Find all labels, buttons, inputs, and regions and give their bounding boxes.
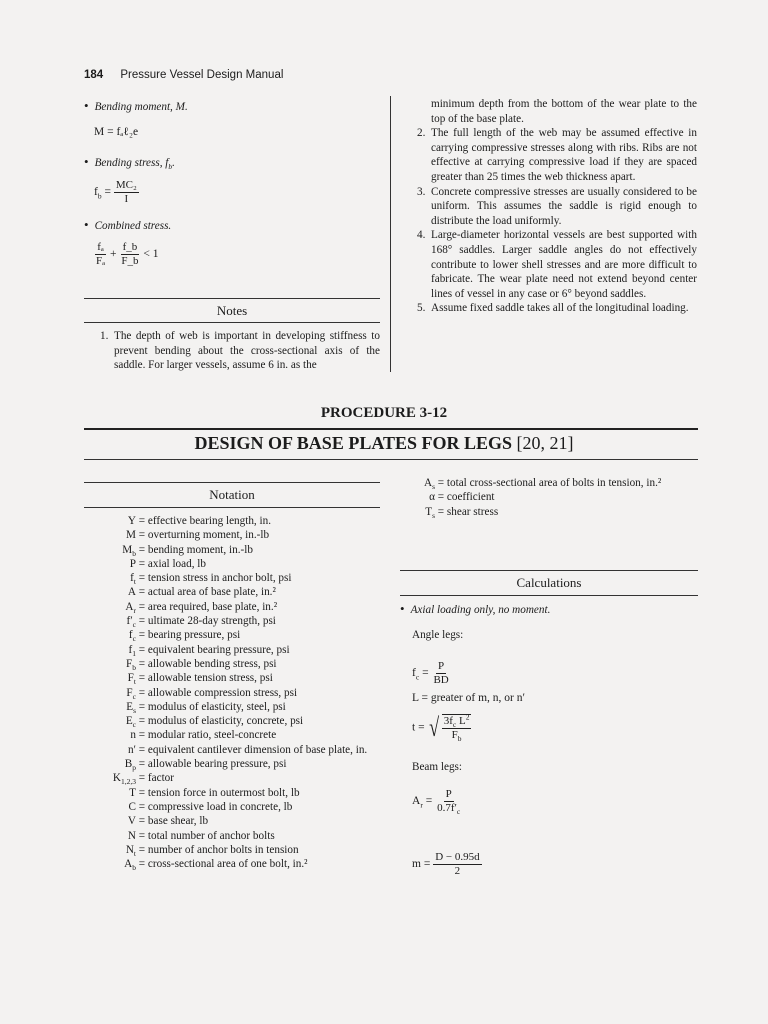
notation-symbol: $E_s$ (126, 700, 136, 716)
axial-loading-bullet: • Axial loading only, no moment. (400, 602, 698, 618)
notation-definition: total number of anchor bolts (147, 829, 275, 842)
notation-symbol: $A_r$ (125, 600, 136, 616)
note-item: 5. Assume fixed saddle takes all of the longitudinal loading. (417, 302, 689, 315)
notation-definition: equivalent cantilever dimension of base plate, in. (147, 743, 368, 756)
notation-symbol: $f_1$ (128, 643, 136, 658)
notation-definition: axial load, lb (147, 557, 207, 570)
notation-symbol: V (127, 815, 136, 828)
notation-entry: n′ = equivalent cantilever dimension of base plate, in. (84, 743, 384, 757)
notation-entry: M = overturning moment, in.-lb (84, 528, 384, 542)
notation-symbol: C (128, 800, 136, 813)
notation-entry: $f_1$ = equivalent bearing pressure, psi (84, 643, 384, 657)
notation-definition: allowable compression stress, psi (147, 686, 298, 699)
notation-entry: $E_s$ = modulus of elasticity, steel, psi (84, 700, 384, 714)
l-equation: L = greater of m, n, or n′ (412, 692, 525, 705)
notation-symbol: Y (127, 515, 136, 527)
calculations-block (400, 602, 698, 878)
notation-top-rule (84, 482, 380, 483)
notation-definition: modulus of elasticity, steel, psi (147, 700, 286, 713)
combined-stress-equation: $\frac{\text{fₐ}}{\text{Fₐ}}$ + $\frac{f\_b}{F\_b}$ < 1 (96, 241, 159, 268)
notation-symbol: $f'_c$ (126, 615, 136, 630)
notation-definition: modulus of elasticity, concrete, psi (147, 715, 304, 728)
page-number: 184 (84, 69, 104, 81)
notation-definition: cross-sectional area of one bolt, in.² (147, 858, 308, 871)
notation-symbol: $f_t$ (130, 572, 136, 587)
title-top-rule (84, 428, 698, 430)
notation-entry: $f_t$ = tension stress in anchor bolt, psi (84, 571, 384, 585)
notes-column-left (100, 329, 380, 373)
notes-bottom-rule (84, 322, 380, 323)
notation-heading: Notation (209, 487, 255, 502)
notation-symbol: $T_s$ (425, 505, 435, 520)
calculations-top-rule (400, 570, 698, 571)
notation-symbol: $F_b$ (126, 657, 136, 673)
notation-entry: $A_b$ = cross-sectional area of one bolt, in.² (84, 857, 384, 871)
notation-symbol: $B_p$ (124, 758, 136, 773)
bending-moment-label: • Bending moment, M. (84, 99, 384, 115)
notation-symbol: P (129, 557, 136, 570)
notation-definition: number of anchor bolts in tension (147, 843, 299, 856)
bending-moment-equation: M = fₐℓ₂e (94, 125, 139, 138)
calculations-bottom-rule (400, 595, 698, 596)
notation-entry: α = coefficient (421, 490, 711, 504)
notation-definition: tension stress in anchor bolt, psi (147, 572, 292, 585)
combined-stress-label: • Combined stress. (84, 218, 384, 234)
notation-definition: ultimate 28-day strength, psi (147, 615, 276, 628)
notation-definition: shear stress (446, 505, 499, 518)
notation-entry: $A_r$ = area required, base plate, in.² (84, 600, 384, 614)
formula-block (84, 99, 384, 268)
note-item: 4. Large-diameter horizontal vessels are best supported with 168° saddles. Larger saddle angles do not effectively contribute to lower shell stresses and are more difficult to fabricate. The wear plate need not extend beyond center lines of vessel in any case or 6° beyond saddles. (417, 229, 697, 300)
running-title: Pressure Vessel Design Manual (120, 69, 284, 81)
notation-definition: equivalent bearing pressure, psi (147, 643, 290, 656)
notation-symbol: n′ (127, 743, 136, 756)
notation-symbol: $F_t$ (127, 672, 136, 687)
notation-entry: n = modular ratio, steel-concrete (84, 728, 384, 742)
angle-legs-label: Angle legs: (412, 628, 464, 641)
notation-symbol: M (126, 529, 136, 542)
notation-entry: $F_c$ = allowable compression stress, psi (84, 686, 384, 700)
column-divider (390, 96, 391, 372)
notation-symbol: T (129, 786, 136, 799)
notation-definition: modular ratio, steel-concrete (147, 729, 277, 742)
notation-definition: area required, base plate, in.² (147, 600, 278, 613)
notes-top-rule (84, 298, 380, 299)
note-item: 3. Concrete compressive stresses are usually considered to be uniform. This assumes the saddle is rigid enough to distribute the load uniformly. (417, 185, 697, 227)
running-header (84, 69, 283, 81)
notation-entry: $f'_c$ = ultimate 28-day strength, psi (84, 614, 384, 628)
notation-definition: allowable bending stress, psi (147, 657, 277, 670)
notation-definition: overturning moment, in.-lb (147, 529, 270, 542)
beam-legs-label: Beam legs: (412, 760, 463, 773)
notation-symbol: $A_s$ (423, 477, 435, 492)
notation-symbol: $F_c$ (126, 686, 136, 701)
notation-entry: V = base shear, lb (84, 814, 384, 828)
notation-entry: $E_c$ = modulus of elasticity, concrete, psi (84, 714, 384, 728)
notes-column-right (417, 97, 697, 316)
notation-entry: $K_{1,2,3}$ = factor (84, 771, 384, 785)
notation-definition: tension force in outermost bolt, lb (147, 786, 300, 799)
notation-definition: bending moment, in.-lb (147, 543, 253, 556)
notation-entry: N = total number of anchor bolts (84, 829, 384, 843)
notation-bottom-rule (84, 507, 380, 508)
notation-symbol: $f_c$ (128, 629, 136, 644)
notation-list (84, 514, 384, 871)
notation-definition: allowable bearing pressure, psi (147, 758, 287, 771)
notation-symbol: α (429, 491, 435, 504)
notation-entry: $f_c$ = bearing pressure, psi (84, 628, 384, 642)
notation-symbol: n (130, 729, 136, 742)
notation-entry: C = compressive load in concrete, lb (84, 800, 384, 814)
notation-entry: $F_t$ = allowable tension stress, psi (84, 671, 384, 685)
notes-heading: Notes (216, 303, 248, 318)
notation-symbol: $E_c$ (125, 715, 136, 730)
procedure-title: DESIGN OF BASE PLATES FOR LEGS [20, 21] (194, 433, 574, 453)
note-item: 1. The depth of web is important in developing stiffness to prevent bending about the cross-sectional axis of the saddle. For larger vessels, assume 6 in. as the (100, 330, 380, 372)
t-equation: t = √ $\frac{3f_c L^2}{F_b}$ (412, 712, 470, 743)
notation-definition: compressive load in concrete, lb (147, 800, 293, 813)
notation-entry: P = axial load, lb (84, 557, 384, 571)
notation-entry: $T_s$ = shear stress (421, 505, 711, 519)
notation-definition: base shear, lb (147, 815, 209, 828)
ar-equation: $A_r$ = $\frac{P}{0.7f'_c}$ (412, 788, 461, 817)
notation-symbol: $K_{1,2,3}$ (112, 772, 136, 787)
notation-entry: $N_t$ = number of anchor bolts in tension (84, 843, 384, 857)
notation-symbol: $N_t$ (125, 843, 136, 859)
procedure-label: PROCEDURE 3-12 (320, 405, 448, 421)
notation-entry: Y = effective bearing length, in. (84, 514, 384, 528)
notation-definition: coefficient (446, 491, 495, 504)
notation-symbol: $M_b$ (122, 543, 136, 558)
bending-stress-equation: $f_b$ = $\frac{\text{MC₂}}{I}$ (94, 178, 137, 205)
notation-definition: factor (147, 772, 174, 785)
notation-entry: $F_b$ = allowable bending stress, psi (84, 657, 384, 671)
notation-definition: effective bearing length, in. (147, 515, 272, 527)
notation-entry: $A_s$ = total cross-sectional area of bolts in tension, in.² (421, 476, 711, 490)
notation-symbol: $A_b$ (124, 858, 136, 873)
notation-definition: bearing pressure, psi (147, 629, 241, 642)
note-item-continued: minimum depth from the bottom of the wear plate to the top of the base plate. (431, 98, 697, 125)
notation-definition: total cross-sectional area of bolts in tension, in.² (446, 477, 662, 489)
notation-symbol: A (127, 586, 136, 599)
notation-definition: allowable tension stress, psi (147, 672, 273, 685)
bending-stress-label: • Bending stress, $f_b$. (84, 155, 384, 171)
fc-equation: $f_c$ = $\frac{P}{BD}$ (412, 660, 449, 687)
note-item: 2. The full length of the web may be assumed effective in carrying compressive stresses along with ribs. Ribs are not effective at carrying compressive load if they are spaced greater than 25 times the web thickness apart. (417, 127, 697, 183)
calculations-heading: Calculations (516, 575, 582, 590)
m-equation: m = $\frac{D - 0.95d}{2}$ (412, 851, 480, 878)
notation-symbol: N (127, 829, 136, 842)
notation-entry: A = actual area of base plate, in.² (84, 585, 384, 599)
notation-entry: $B_p$ = allowable bearing pressure, psi (84, 757, 384, 771)
notation-list-continued (421, 476, 711, 519)
notation-entry: $M_b$ = bending moment, in.-lb (84, 543, 384, 557)
notation-definition: actual area of base plate, in.² (147, 586, 276, 599)
notation-entry: T = tension force in outermost bolt, lb (84, 786, 384, 800)
title-bottom-rule (84, 459, 698, 460)
